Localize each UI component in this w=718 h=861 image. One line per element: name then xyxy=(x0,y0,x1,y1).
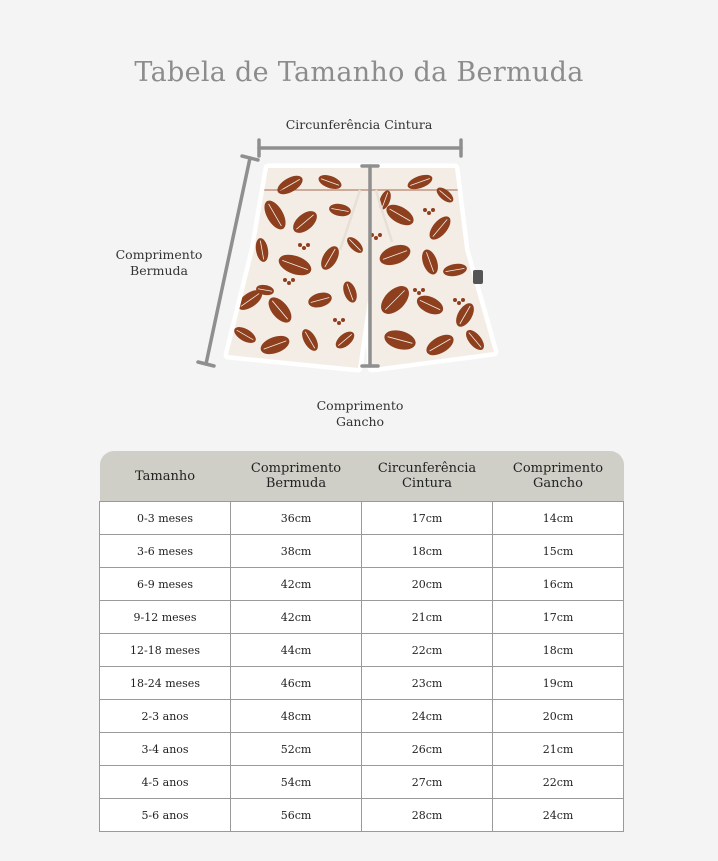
table-cell: 26cm xyxy=(362,733,493,766)
table-cell: 23cm xyxy=(362,667,493,700)
table-cell: 38cm xyxy=(231,535,362,568)
table-cell: 44cm xyxy=(231,634,362,667)
berry-icon xyxy=(423,208,427,212)
table-row xyxy=(100,733,624,766)
table-cell: 20cm xyxy=(362,568,493,601)
berry-icon xyxy=(378,233,382,237)
berry-icon xyxy=(337,321,341,325)
table-cell: 36cm xyxy=(231,502,362,535)
table-cell: 20cm xyxy=(493,700,624,733)
table-row xyxy=(100,634,624,667)
table-body xyxy=(100,502,624,832)
page-title: Tabela de Tamanho da Bermuda xyxy=(134,57,584,88)
table-cell: 5-6 anos xyxy=(100,799,231,832)
berry-icon xyxy=(298,243,302,247)
berry-icon xyxy=(421,288,425,292)
table-cell: 54cm xyxy=(231,766,362,799)
berry-icon xyxy=(302,246,306,250)
table-cell: 22cm xyxy=(493,766,624,799)
header-waist: Circunferência Cintura xyxy=(362,451,493,502)
table-cell: 0-3 meses xyxy=(100,502,231,535)
table-header-row xyxy=(100,451,624,502)
table-cell: 6-9 meses xyxy=(100,568,231,601)
table-cell: 9-12 meses xyxy=(100,601,231,634)
berry-icon xyxy=(341,318,345,322)
berry-icon xyxy=(333,318,337,322)
table-cell: 24cm xyxy=(362,700,493,733)
table-cell: 14cm xyxy=(493,502,624,535)
berry-icon xyxy=(374,236,378,240)
table-cell: 46cm xyxy=(231,667,362,700)
header-size: Tamanho xyxy=(100,451,231,502)
berry-icon xyxy=(306,243,310,247)
table-row xyxy=(100,502,624,535)
waist-measure-label: Circunferência Cintura xyxy=(285,117,433,132)
table-cell: 17cm xyxy=(362,502,493,535)
table-cell: 3-4 anos xyxy=(100,733,231,766)
table-cell: 18cm xyxy=(362,535,493,568)
table-cell: 21cm xyxy=(493,733,624,766)
header-length: Comprimento Bermuda xyxy=(231,451,362,502)
rise-label-line1: Comprimento xyxy=(316,398,404,413)
berry-icon xyxy=(287,281,291,285)
table-row xyxy=(100,601,624,634)
table-cell: 21cm xyxy=(362,601,493,634)
table-row xyxy=(100,766,624,799)
table-cell: 17cm xyxy=(493,601,624,634)
table-cell: 27cm xyxy=(362,766,493,799)
rise-label-line2: Gancho xyxy=(335,414,385,429)
table-cell: 28cm xyxy=(362,799,493,832)
table-cell: 24cm xyxy=(493,799,624,832)
length-label-line2: Bermuda xyxy=(130,263,188,278)
waist-measure-line xyxy=(259,140,461,156)
label-tag-icon xyxy=(473,270,483,284)
berry-icon xyxy=(431,208,435,212)
berry-icon xyxy=(291,278,295,282)
berry-icon xyxy=(413,288,417,292)
berry-icon xyxy=(283,278,287,282)
berry-icon xyxy=(453,298,457,302)
table-cell: 48cm xyxy=(231,700,362,733)
table-cell: 15cm xyxy=(493,535,624,568)
table-cell: 52cm xyxy=(231,733,362,766)
length-label-line1: Comprimento xyxy=(115,247,203,262)
table-cell: 2-3 anos xyxy=(100,700,231,733)
berry-icon xyxy=(427,211,431,215)
berry-icon xyxy=(417,291,421,295)
table-row xyxy=(100,700,624,733)
table-cell: 42cm xyxy=(231,568,362,601)
header-rise: Comprimento Gancho xyxy=(493,451,624,502)
size-table xyxy=(99,451,624,832)
table-cell: 4-5 anos xyxy=(100,766,231,799)
table-cell: 16cm xyxy=(493,568,624,601)
table-cell: 12-18 meses xyxy=(100,634,231,667)
table-row xyxy=(100,799,624,832)
berry-icon xyxy=(457,301,461,305)
table-row xyxy=(100,667,624,700)
table-cell: 18-24 meses xyxy=(100,667,231,700)
table-row xyxy=(100,535,624,568)
table-cell: 18cm xyxy=(493,634,624,667)
table-cell: 56cm xyxy=(231,799,362,832)
table-row xyxy=(100,568,624,601)
table-cell: 22cm xyxy=(362,634,493,667)
table-cell: 19cm xyxy=(493,667,624,700)
table-cell: 42cm xyxy=(231,601,362,634)
table-cell: 3-6 meses xyxy=(100,535,231,568)
berry-icon xyxy=(461,298,465,302)
